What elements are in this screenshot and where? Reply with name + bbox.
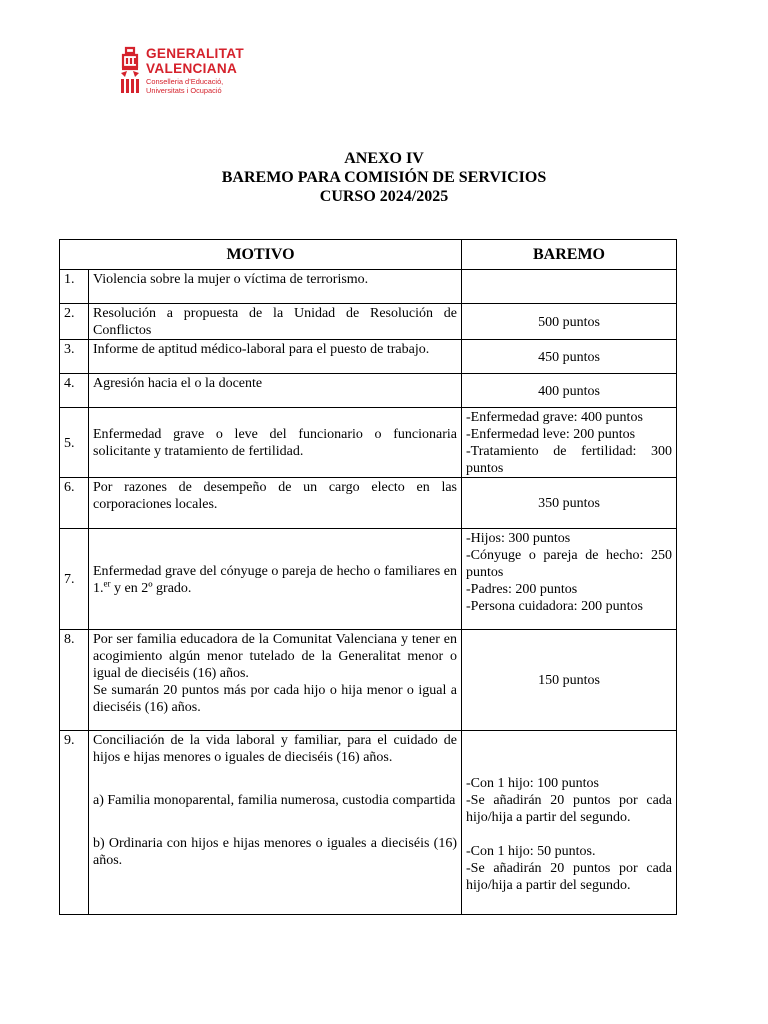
header-motivo: MOTIVO	[60, 240, 462, 270]
title-line1: ANEXO IV	[344, 150, 424, 167]
row-number: 4.	[60, 374, 89, 408]
row-baremo	[462, 270, 677, 304]
row-motivo: Violencia sobre la mujer o víctima de terrorismo.	[89, 270, 462, 304]
baremo-line: -Hijos: 300 puntos	[466, 531, 571, 546]
table-row	[60, 304, 677, 340]
motivo-text: Enfermedad grave del cónyuge o pareja de hecho o familiares en 1.	[93, 563, 457, 596]
table-row	[60, 374, 677, 408]
row-motivo: Resolución a propuesta de la Unidad de Resolución de Conflictos	[89, 304, 462, 340]
row-number: 7.	[60, 529, 89, 630]
department-line1: Conselleria d’Educació,	[146, 77, 224, 86]
row-number: 6.	[60, 478, 89, 529]
baremo-line: -Con 1 hijo: 50 puntos.	[466, 844, 596, 859]
title-line3: CURSO 2024/2025	[319, 188, 449, 205]
table-row	[60, 478, 677, 529]
motivo-option-b: b) Ordinaria con hijos e hijas menores o iguales a dieciséis (16) años.	[93, 836, 457, 868]
department-line2: Universitats i Ocupació	[146, 85, 222, 95]
title-line2: BAREMO PARA COMISIÓN DE SERVICIOS	[221, 169, 547, 186]
motivo-superscript: er	[103, 577, 111, 588]
row-baremo: 150 puntos	[462, 630, 677, 731]
baremo-line: -Cónyuge o pareja de hecho: 250 puntos	[466, 548, 672, 580]
org-name	[146, 46, 244, 76]
document-title	[0, 149, 768, 206]
motivo-text: y en 2º grado.	[110, 580, 192, 596]
department-name	[146, 78, 223, 95]
table-row	[60, 630, 677, 731]
baremo-line: -Enfermedad leve: 200 puntos	[466, 427, 636, 442]
org-name-line1: GENERALITAT	[146, 46, 244, 61]
row-motivo: Enfermedad grave o leve del funcionario o funcionaria solicitante y tratamiento de fertilidad.	[89, 408, 462, 478]
baremo-table	[59, 239, 677, 915]
row-number: 3.	[60, 340, 89, 374]
row-baremo: 450 puntos	[462, 340, 677, 374]
table-row	[60, 408, 677, 478]
row-number: 2.	[60, 304, 89, 340]
row-number: 8.	[60, 630, 89, 731]
row-number: 5.	[60, 408, 89, 478]
row-motivo	[89, 529, 462, 630]
generalitat-emblem-icon	[119, 45, 141, 93]
row-motivo: Por razones de desempeño de un cargo electo en las corporaciones locales.	[89, 478, 462, 529]
row-motivo: Informe de aptitud médico-laboral para el puesto de trabajo.	[89, 340, 462, 374]
motivo-paragraph: Por ser familia educadora de la Comunitat Valenciana y tener en acogimiento algún menor tutelado de la Generalitat menor o igual de dieciséis (16) años.	[93, 632, 457, 681]
row-motivo	[89, 630, 462, 731]
baremo-line: -Se añadirán 20 puntos por cada hijo/hija a partir del segundo.	[466, 861, 672, 893]
motivo-paragraph: Se sumarán 20 puntos más por cada hijo o hija menor o igual a dieciséis (16) años.	[93, 683, 457, 715]
row-baremo: 350 puntos	[462, 478, 677, 529]
header-baremo: BAREMO	[462, 240, 677, 270]
row-baremo	[462, 408, 677, 478]
baremo-line: -Padres: 200 puntos	[466, 582, 578, 597]
row-baremo	[462, 529, 677, 630]
baremo-line: -Persona cuidadora: 200 puntos	[466, 599, 643, 614]
baremo-line: -Con 1 hijo: 100 puntos	[466, 776, 600, 791]
baremo-line: -Se añadirán 20 puntos por cada hijo/hija a partir del segundo.	[466, 793, 672, 825]
motivo-intro: Conciliación de la vida laboral y familiar, para el cuidado de hijos e hijas menores o iguales de dieciséis (16) años.	[93, 733, 457, 765]
org-name-line2: VALENCIANA	[146, 61, 238, 76]
motivo-option-a: a) Familia monoparental, familia numerosa, custodia compartida	[93, 793, 456, 808]
row-baremo: 400 puntos	[462, 374, 677, 408]
table-row	[60, 529, 677, 630]
baremo-line: -Tratamiento de fertilidad: 300 puntos	[466, 444, 672, 476]
baremo-line: -Enfermedad grave: 400 puntos	[466, 410, 643, 425]
table-row	[60, 270, 677, 304]
row-motivo	[89, 731, 462, 915]
row-motivo: Agresión hacia el o la docente	[89, 374, 462, 408]
row-baremo	[462, 731, 677, 915]
row-number: 1.	[60, 270, 89, 304]
table-row	[60, 731, 677, 915]
table-row	[60, 340, 677, 374]
row-number: 9.	[60, 731, 89, 915]
row-baremo: 500 puntos	[462, 304, 677, 340]
table-header-row	[60, 240, 677, 270]
